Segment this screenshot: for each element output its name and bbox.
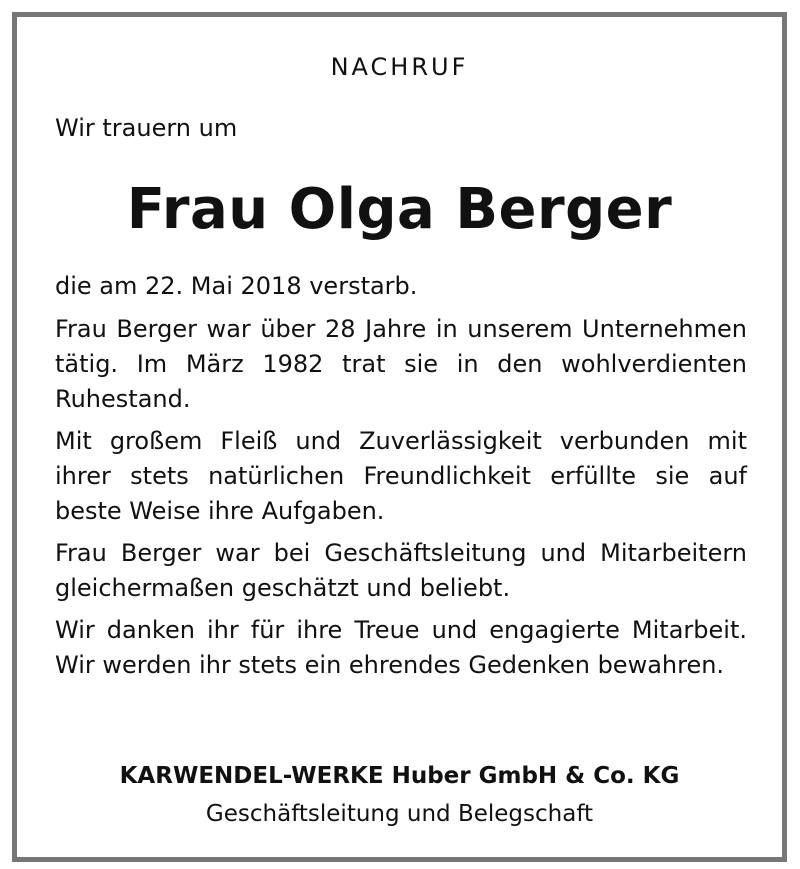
notice-body: [55, 269, 747, 690]
signature-line: Geschäftsleitung und Belegschaft: [205, 801, 594, 827]
employment-paragraph: Frau Berger war über 28 Jahre in unserem Unternehmen tätig. Im März 1982 trat sie in den wohlverdienten Ruhestand.: [55, 315, 747, 413]
thanks-paragraph: Wir danken ihr für ihre Treue und engagierte Mitarbeit. Wir werden ihr stets ein ehrendes Gedenken bewahren.: [55, 616, 747, 679]
appreciation-paragraph: Frau Berger war bei Geschäftsleitung und Mitarbeitern gleichermaßen geschätzt und beliebt.: [55, 539, 747, 602]
company-name: KARWENDEL-WERKE Huber GmbH & Co. KG: [119, 763, 680, 789]
notice-heading: NACHRUF: [330, 53, 469, 81]
intro-line: Wir trauern um: [55, 114, 238, 142]
deceased-name: Frau Olga Berger: [126, 177, 673, 242]
obituary-frame: [12, 12, 787, 862]
character-paragraph: Mit großem Fleiß und Zuverlässigkeit verbunden mit ihrer stets natürlichen Freundlichkeit erfüllte sie auf beste Weise ihre Aufgaben.: [55, 427, 747, 525]
death-date-paragraph: die am 22. Mai 2018 verstarb.: [55, 272, 418, 300]
